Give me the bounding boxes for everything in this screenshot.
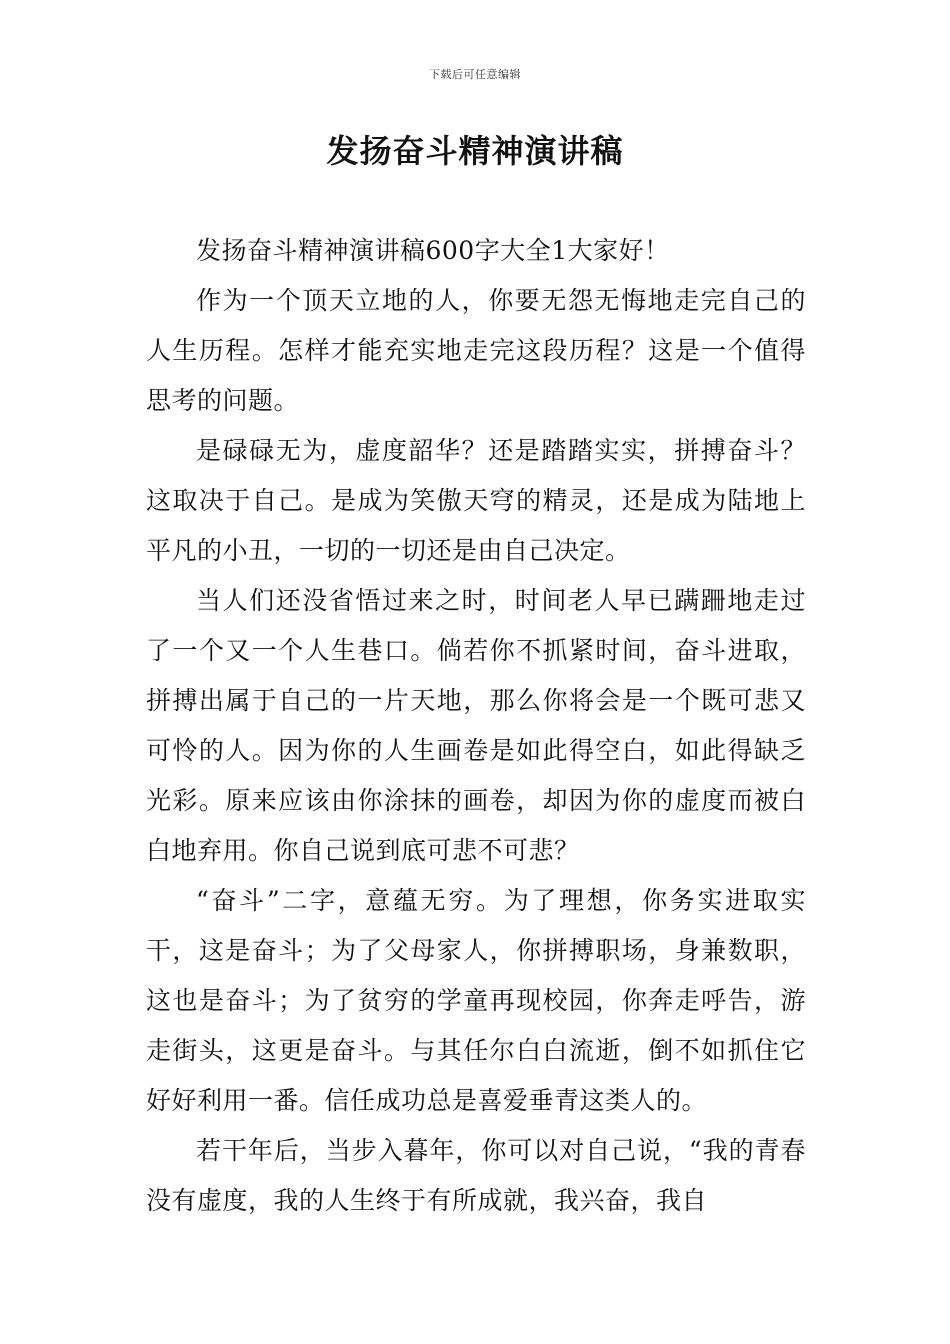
header-note: 下载后可任意编辑 bbox=[429, 68, 521, 81]
paragraph-3: 是碌碌无为，虚度韶华？还是踏踏实实，拼搏奋斗？这取决于自己。是成为笑傲天穹的精灵，还是成为陆地上平凡的小丑，一切的一切还是由自己决定。 bbox=[146, 436, 806, 565]
paragraph-5: “奋斗”二字，意蕴无穷。为了理想，你务实进取实干，这是奋斗；为了父母家人，你拼搏职场，身兼数职，这也是奋斗；为了贫穷的学童再现校园，你奔走呼告，游走街头，这更是奋斗。与其任尔白白流逝，倒不如抓住它好好利用一番。信任成功总是喜爱垂青这类人的。 bbox=[146, 886, 806, 1115]
document-body bbox=[146, 226, 806, 1226]
paragraph-6: 若干年后，当步入暮年，你可以对自己说，“我的青春没有虚度，我的人生终于有所成就，我兴奋，我自 bbox=[146, 1136, 806, 1215]
paragraph-4: 当人们还没省悟过来之时，时间老人早已蹒跚地走过了一个又一个人生巷口。倘若你不抓紧时间，奋斗进取，拼搏出属于自己的一片天地，那么你将会是一个既可悲又可怜的人。因为你的人生画卷是如此得空白，如此得缺乏光彩。原来应该由你涂抹的画卷，却因为你的虚度而被白白地弃用。你自己说到底可悲不可悲？ bbox=[146, 586, 806, 865]
document-title: 发扬奋斗精神演讲稿 bbox=[326, 132, 624, 170]
paragraph-1: 发扬奋斗精神演讲稿600字大全1大家好！ bbox=[196, 236, 670, 265]
paragraph-2: 作为一个顶天立地的人，你要无怨无悔地走完自己的人生历程。怎样才能充实地走完这段历程？这是一个值得思考的问题。 bbox=[146, 286, 806, 415]
